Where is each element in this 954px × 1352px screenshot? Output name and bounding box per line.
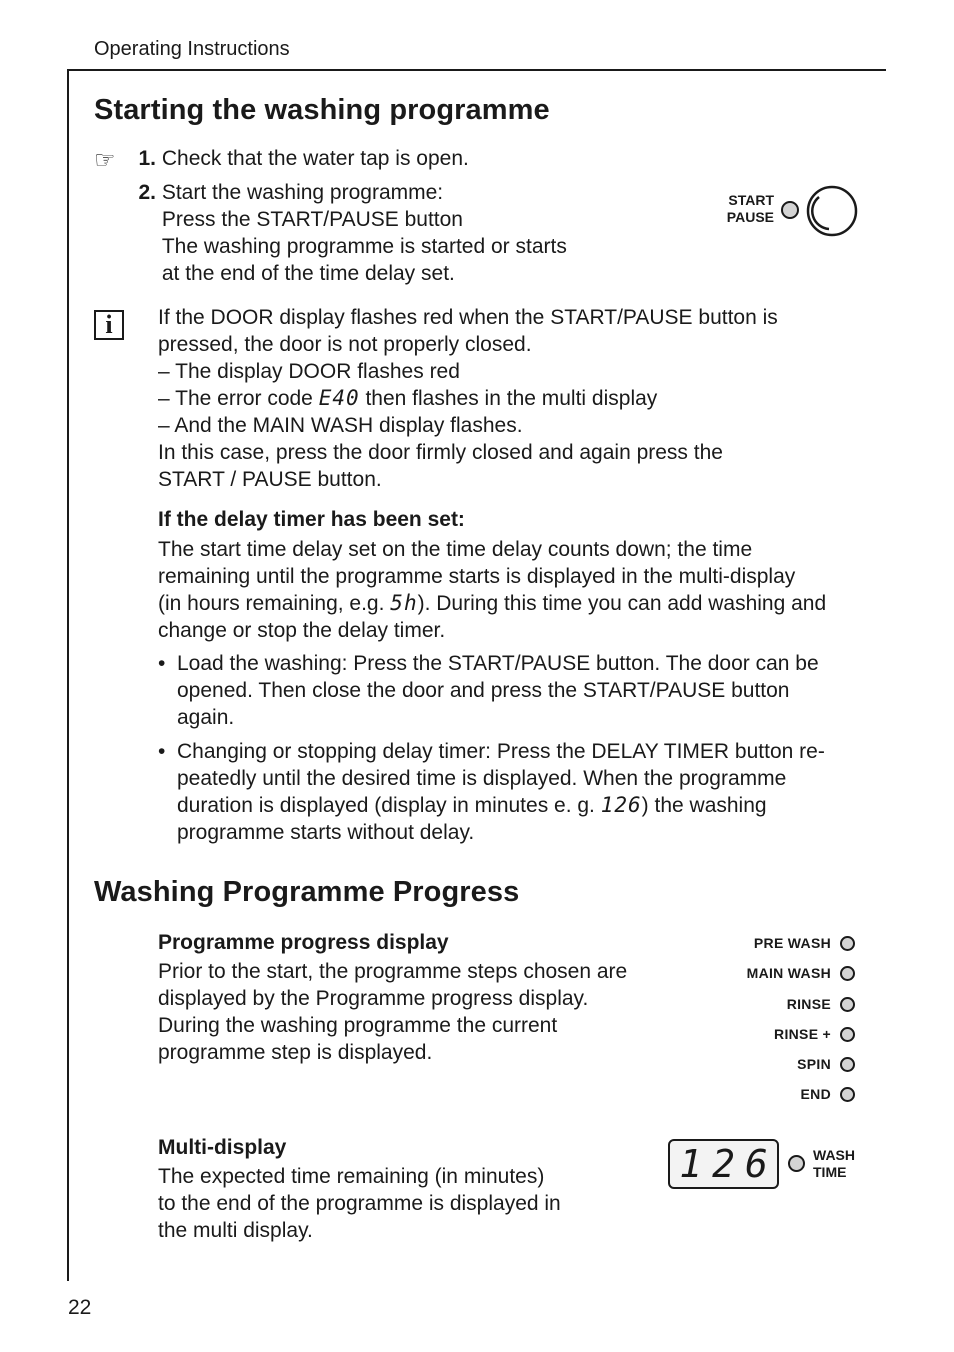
delay-para-line-3-prefix: (in hours remaining, e.g. <box>158 592 391 615</box>
bullet2-line-2: peatedly until the desired time is displayed. When the programme <box>177 767 787 790</box>
info-note <box>158 304 858 493</box>
bullet-dot: • <box>158 652 166 675</box>
running-header: Operating Instructions <box>94 38 290 60</box>
multi-display-line-3: the multi display. <box>158 1219 313 1242</box>
margin-rule <box>67 69 69 1281</box>
info-line-4-prefix: – The error code <box>158 387 319 410</box>
bullet1-line-1: Load the washing: Press the START/PAUSE button. The door can be <box>177 652 819 675</box>
pause-label: PAUSE <box>726 209 774 225</box>
step-2-line-2: Press the START/PAUSE button <box>161 208 463 231</box>
bullet1-line-2: opened. Then close the door and press the START/PAUSE button <box>177 679 790 702</box>
step-2 <box>130 179 567 287</box>
indicator-lamp-main-wash <box>840 966 855 981</box>
progress-line-3: During the washing programme the current <box>158 1014 558 1037</box>
info-line-6: In this case, press the door firmly closed and again press the <box>158 441 723 464</box>
indicator-lamp-spin <box>840 1057 855 1072</box>
indicator-label-rinse-plus: RINSE + <box>774 1026 831 1042</box>
wash-label: WASH <box>813 1147 855 1163</box>
multi-display-lcd: 126 <box>668 1139 779 1189</box>
wash-time-label <box>813 1147 855 1181</box>
info-line-2: pressed, the door is not properly closed. <box>158 333 532 356</box>
delay-timer-paragraph <box>158 536 868 644</box>
step-2-line-1: Start the washing programme: <box>161 181 444 204</box>
indicator-lamp-rinse <box>840 997 855 1012</box>
error-code: E40 <box>318 386 360 410</box>
indicator-label-main-wash: MAIN WASH <box>746 965 831 981</box>
bullet1-line-3: again. <box>177 706 235 729</box>
multi-display-line-2: to the end of the programme is displayed in <box>158 1192 561 1215</box>
info-line-1: If the DOOR display flashes red when the START/PAUSE button is <box>158 306 778 329</box>
section-title-progress: Washing Programme Progress <box>94 876 520 908</box>
delay-para-line-2: remaining until the programme starts is displayed in the multi-display <box>158 565 796 588</box>
bullet-load-washing <box>158 650 868 731</box>
indicator-label-rinse: RINSE <box>786 996 831 1012</box>
step-2-line-4: at the end of the time delay set. <box>161 262 455 285</box>
delay-para-line-3-suffix: ). During this time you can add washing and <box>417 592 827 615</box>
multi-display-line-1: The expected time remaining (in minutes) <box>158 1165 545 1188</box>
step-2-number: 2. <box>138 181 156 204</box>
indicator-lamp-end <box>840 1087 855 1102</box>
delay-para-line-4: change or stop the delay timer. <box>158 619 446 642</box>
info-line-7: START / PAUSE button. <box>158 468 382 491</box>
progress-line-4: programme step is displayed. <box>158 1041 433 1064</box>
minutes-example: 126 <box>600 793 642 817</box>
bullet-change-delay <box>158 738 868 846</box>
hours-example: 5h <box>390 591 418 615</box>
multi-display-heading: Multi-display <box>158 1136 287 1159</box>
bullet-dot: • <box>158 740 166 763</box>
indicator-lamp-pre-wash <box>840 936 855 951</box>
start-pause-knob-icon <box>805 184 859 238</box>
step-1-number: 1. <box>138 147 156 170</box>
start-pause-lamp <box>781 201 799 219</box>
indicator-label-spin: SPIN <box>797 1056 831 1072</box>
time-label: TIME <box>813 1164 847 1180</box>
bullet2-line-3-suffix: ) the washing <box>641 794 767 817</box>
start-label: START <box>728 192 774 208</box>
bullet2-line-1: Changing or stopping delay timer: Press the DELAY TIMER button re- <box>177 740 825 763</box>
info-line-5: – And the MAIN WASH display flashes. <box>158 414 523 437</box>
step-1-text: Check that the water tap is open. <box>161 147 469 170</box>
progress-line-1: Prior to the start, the programme steps chosen are <box>158 960 628 983</box>
indicator-label-end: END <box>800 1086 831 1102</box>
delay-timer-heading: If the delay timer has been set: <box>158 508 465 531</box>
wash-time-lamp <box>788 1155 805 1172</box>
page-number: 22 <box>68 1296 92 1319</box>
bullet2-line-3 <box>177 792 868 819</box>
delay-timer-bullets <box>158 650 868 846</box>
progress-paragraph <box>158 958 668 1066</box>
pointing-hand-icon: ☞ <box>94 147 116 174</box>
bullet2-line-3-prefix: duration is displayed (display in minutes e. g. <box>177 794 601 817</box>
header-rule <box>68 69 886 71</box>
info-line-3: – The display DOOR flashes red <box>158 360 460 383</box>
progress-heading: Programme progress display <box>158 931 449 954</box>
progress-line-2: displayed by the Programme progress display. <box>158 987 589 1010</box>
info-line-4 <box>158 385 858 412</box>
section-title-starting: Starting the washing programme <box>94 94 550 126</box>
bullet2-line-4: programme starts without delay. <box>177 821 475 844</box>
delay-para-line-3 <box>158 590 868 617</box>
multi-display-paragraph <box>158 1163 638 1244</box>
indicator-label-pre-wash: PRE WASH <box>753 935 831 951</box>
start-pause-label <box>722 192 774 226</box>
step-1 <box>130 145 469 172</box>
step-2-line-3: The washing programme is started or starts <box>161 235 567 258</box>
info-icon: i <box>94 310 124 340</box>
indicator-lamp-rinse-plus <box>840 1027 855 1042</box>
delay-para-line-1: The start time delay set on the time delay counts down; the time <box>158 538 753 561</box>
info-line-4-suffix: then flashes in the multi display <box>359 387 658 410</box>
